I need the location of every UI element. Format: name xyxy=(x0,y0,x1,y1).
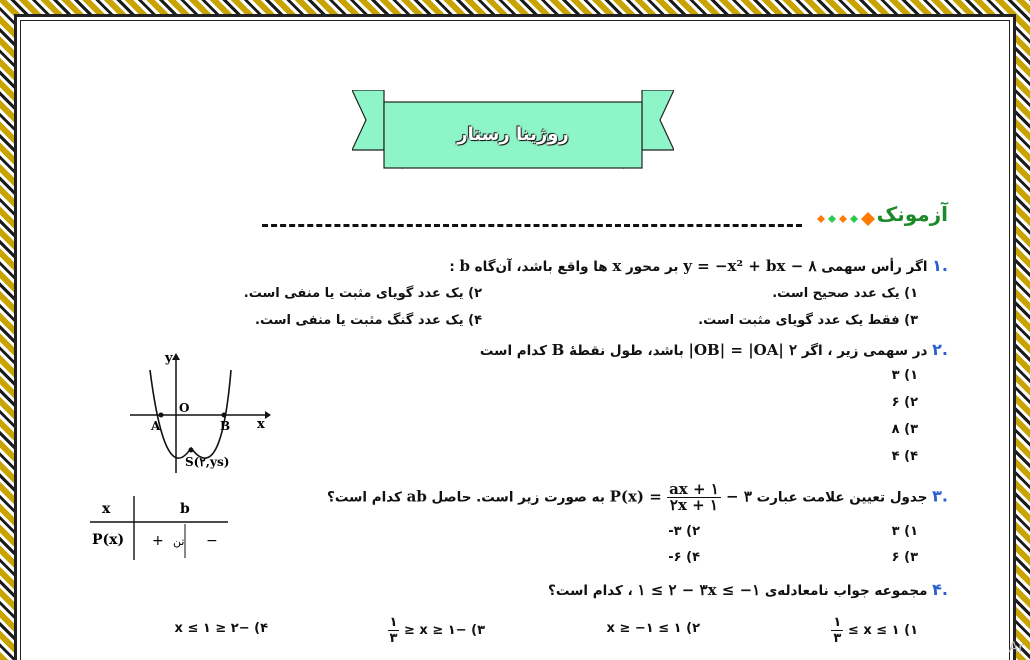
option-2-4[interactable]: ۴) ۴ xyxy=(891,449,918,464)
question-4 xyxy=(548,580,948,599)
question-number: .۱ xyxy=(932,256,948,275)
fraction-denominator: ۳ xyxy=(833,631,842,646)
sign-table-row-label: P(x) xyxy=(92,532,125,548)
option-2-3[interactable]: ۳) ۸ xyxy=(891,422,918,437)
sign-table xyxy=(88,494,233,564)
question-text: کدام است؟ xyxy=(327,489,402,506)
question-text: اگر رأس سهمی xyxy=(821,259,928,275)
diamond-dots-icon xyxy=(812,210,882,228)
option-4-4[interactable]: ۴) −۲ ≤ x ≤ ۱ xyxy=(174,621,268,636)
sign-table-x-header: x xyxy=(102,501,111,517)
sign-table-minus: − xyxy=(206,533,218,549)
question-text: بر محور xyxy=(626,259,679,275)
graph-label-vertex: S(۲,ys) xyxy=(185,455,230,469)
question-math: ab xyxy=(406,487,427,506)
question-text: باشد، طول نقطهٔ xyxy=(569,343,684,359)
fraction-denominator: ۲x + ۱ xyxy=(669,496,718,514)
question-math: B xyxy=(551,341,565,359)
option-2-1[interactable]: ۱) ۳ xyxy=(891,368,918,383)
question-math: b xyxy=(459,257,470,275)
watermark: Ar xyxy=(1008,640,1024,656)
option-3-2[interactable]: ۲) ۳- xyxy=(668,524,700,539)
banner-title: روژینا رستار xyxy=(457,123,569,145)
question-3 xyxy=(327,482,948,513)
question-math: x xyxy=(612,257,622,275)
question-1 xyxy=(449,256,948,275)
expression-lhs: P(x) = xyxy=(609,487,662,506)
section-divider xyxy=(262,224,802,227)
question-expression xyxy=(610,482,752,513)
fraction-denominator: ۳ xyxy=(389,631,398,646)
question-2 xyxy=(480,340,948,359)
question-text: به صورت زیر است. حاصل xyxy=(431,489,605,506)
option-1-4[interactable]: ۴) یک عدد گنگ مثبت یا منفی است. xyxy=(255,313,482,328)
question-math: y = −x² + bx − ۸ xyxy=(683,257,817,275)
expression-tail: − ۳ xyxy=(726,487,752,506)
question-text: مجموعه جواب نامعادله‌ی xyxy=(764,583,928,599)
graph-label-b: B xyxy=(220,419,231,433)
option-3-4[interactable]: ۴) ۶- xyxy=(668,550,700,565)
fraction-numerator: ax + ۱ xyxy=(669,480,719,498)
question-text: ، کدام است؟ xyxy=(547,583,633,599)
option-4-3[interactable] xyxy=(388,615,485,646)
question-number: .۳ xyxy=(932,486,948,506)
fraction-numerator: ۱ xyxy=(833,615,842,630)
graph-label-origin: O xyxy=(179,401,190,415)
question-number: .۲ xyxy=(932,340,948,359)
option-1-2[interactable]: ۲) یک عدد گویای مثبت یا منفی است. xyxy=(243,286,482,301)
graph-label-a: A xyxy=(151,419,161,433)
option-1-1[interactable]: ۱) یک عدد صحیح است. xyxy=(772,286,918,301)
question-text: جدول تعیین علامت عبارت xyxy=(756,489,928,506)
option-4-2[interactable]: ۲) ۱ ≥ x ≥ −۱ xyxy=(606,621,700,636)
option-4-1[interactable] xyxy=(831,615,918,646)
question-text: کدام است xyxy=(479,343,547,359)
option-3-1[interactable]: ۱) ۳ xyxy=(891,524,918,539)
option-fraction xyxy=(831,615,843,646)
expression-fraction xyxy=(667,482,721,513)
sign-table-undefined: تن xyxy=(173,535,185,548)
sign-table-b-header: b xyxy=(180,501,190,517)
option-fraction xyxy=(388,615,400,646)
question-text: در سهمی زیر ، اگر xyxy=(801,343,928,359)
question-number: .۴ xyxy=(932,580,948,599)
option-text: ۱) ۱ ≥ x ≥ xyxy=(847,623,918,638)
option-2-2[interactable]: ۲) ۶ xyxy=(891,395,918,410)
section-title: آزمونک xyxy=(876,202,948,226)
question-math: |OB| = |OA| ۲ xyxy=(688,341,798,359)
parabola-graph xyxy=(125,348,275,478)
question-math: ۱ ≤ ۲ − ۳x ≤ −۱ xyxy=(637,581,761,599)
option-1-3[interactable]: ۳) فقط یک عدد گویای مثبت است. xyxy=(698,313,918,328)
question-text: ها واقع باشد، آن‌گاه xyxy=(474,259,608,275)
option-text: ۳) −۱ ≤ x ≤ xyxy=(403,623,485,638)
graph-label-y: y xyxy=(165,351,173,366)
fraction-numerator: ۱ xyxy=(389,615,398,630)
graph-label-x: x xyxy=(257,417,265,432)
question-text: : xyxy=(449,259,455,275)
option-3-3[interactable]: ۳) ۶ xyxy=(891,550,918,565)
sign-table-plus: + xyxy=(152,533,164,549)
